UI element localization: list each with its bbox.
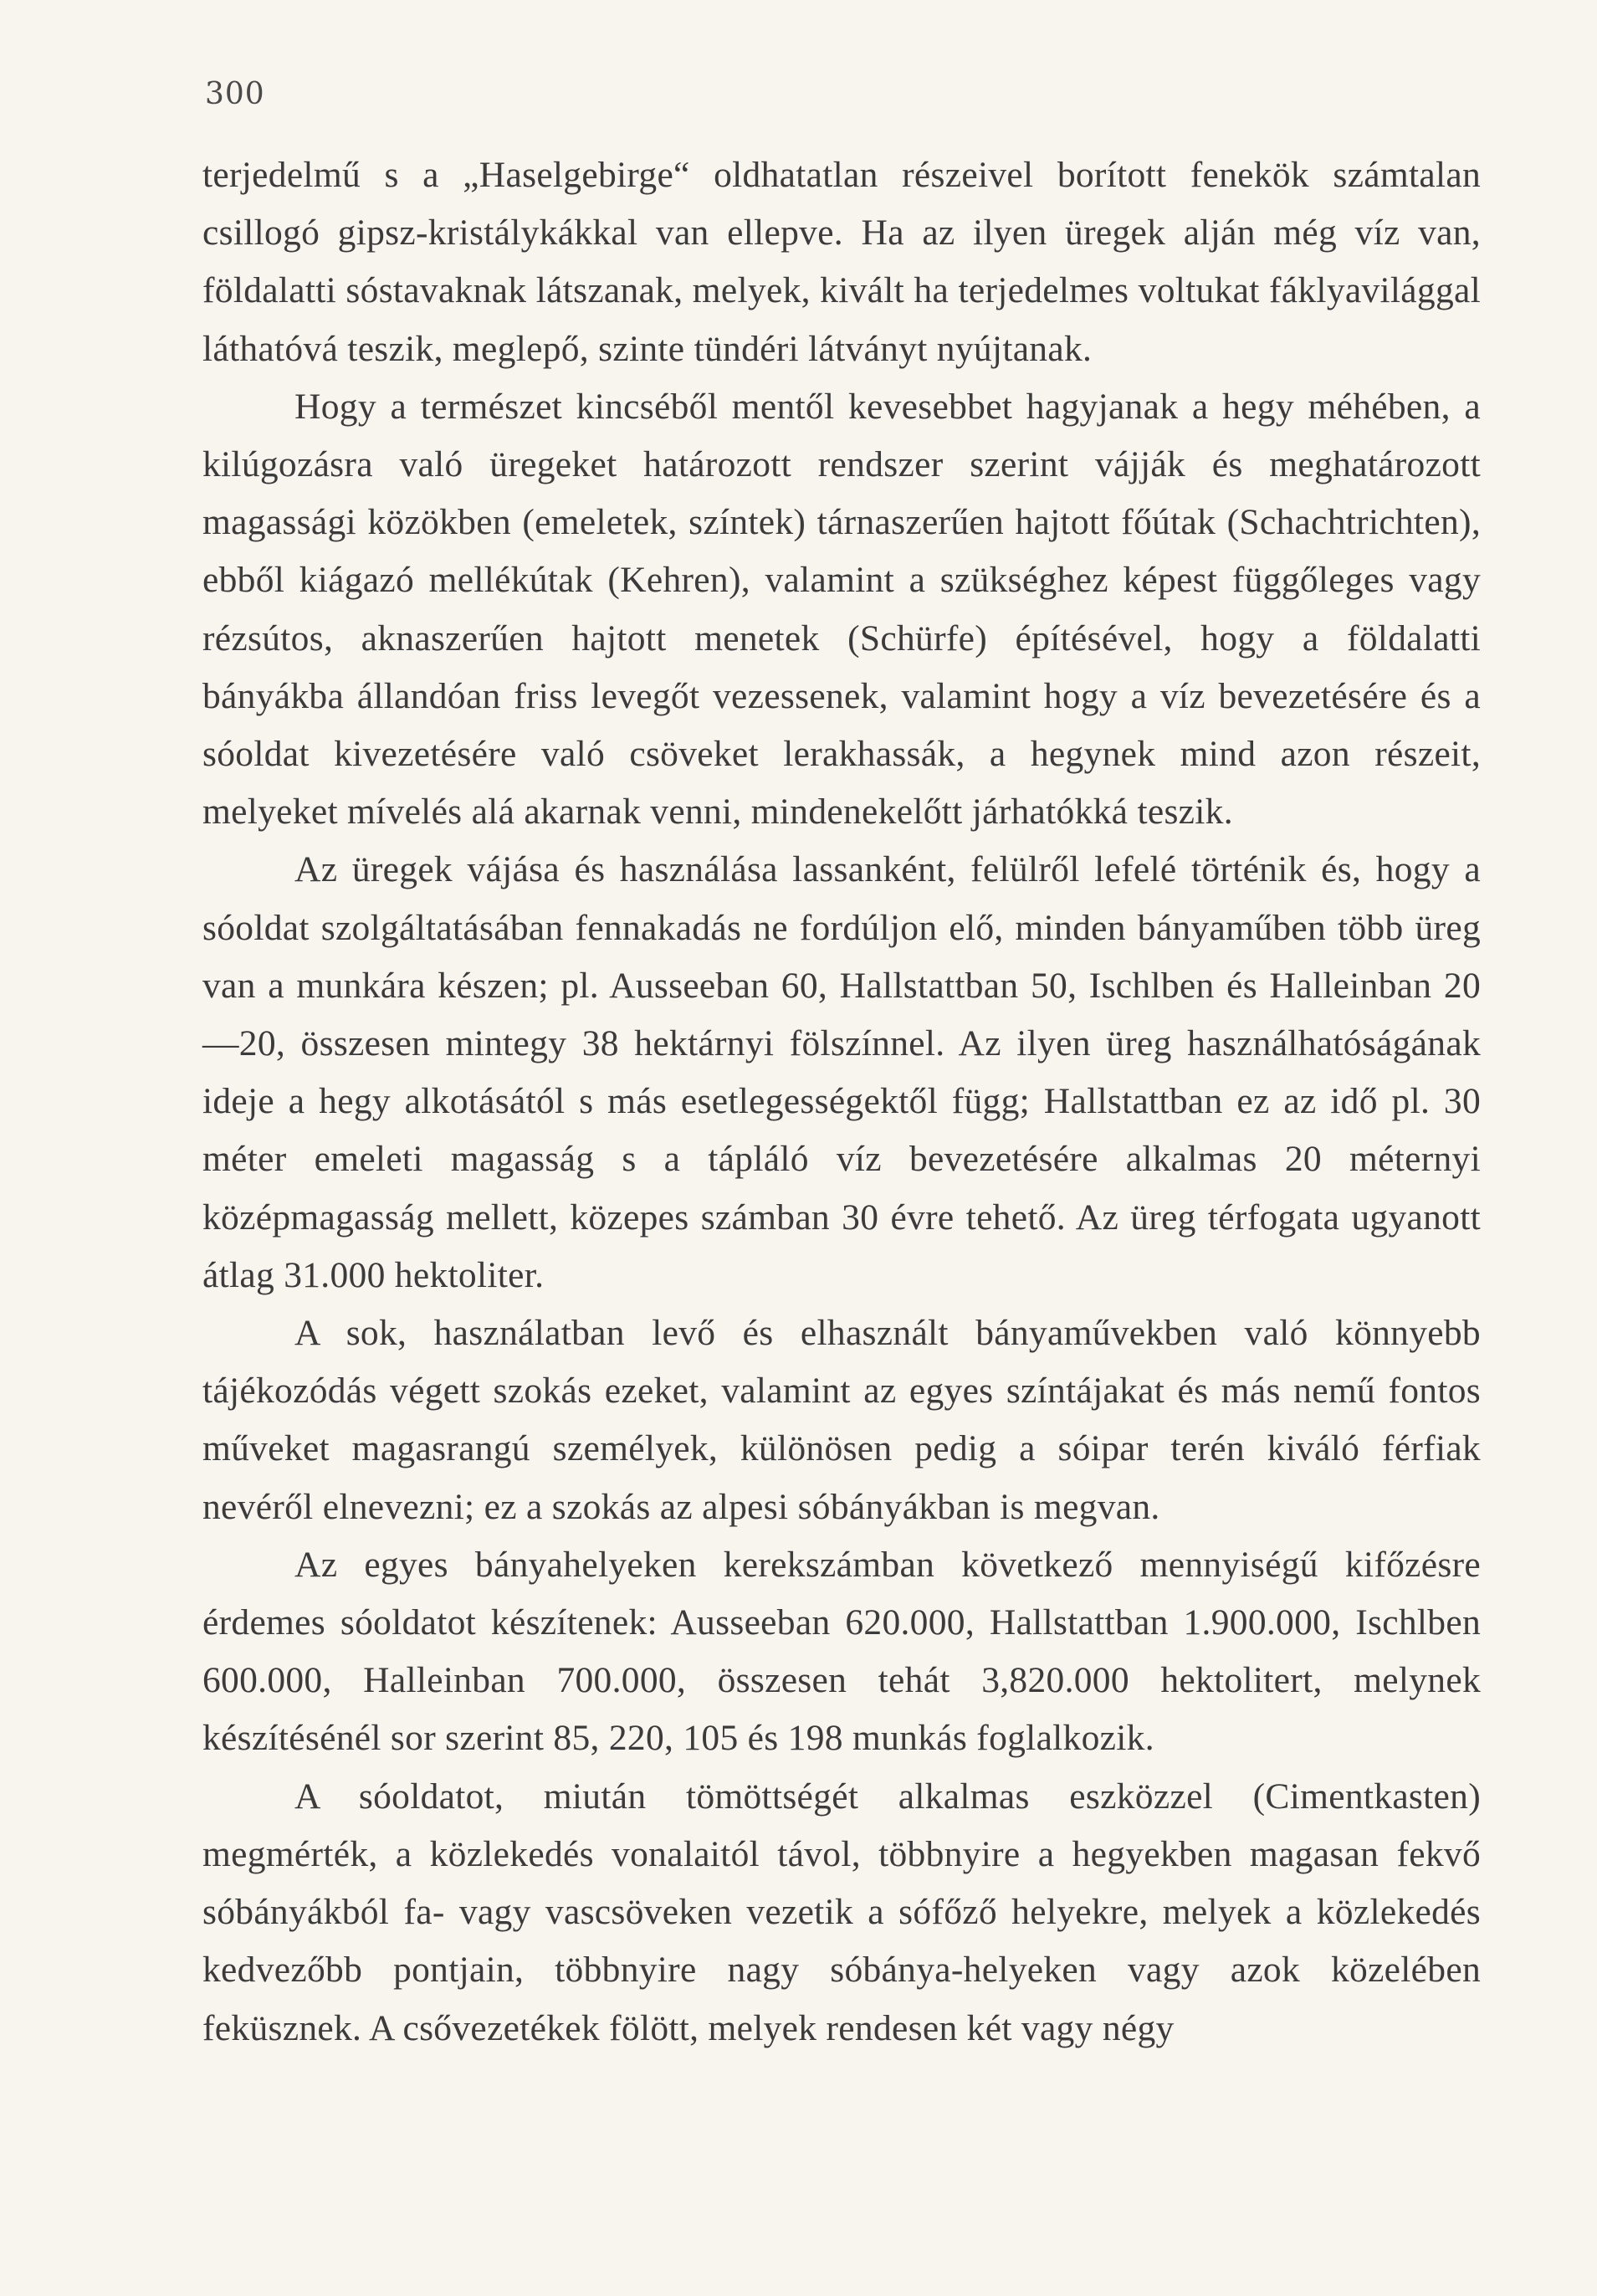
- paragraph-6: A sóoldatot, miután tömöttségét alkalmas eszközzel (Cimentkasten) megmérték, a közlekedés vonalaitól távol, többnyire a hegyekben magasan fekvő sóbányákból fa- vagy vascsöveken vezetik a sófőző helyekre, melyek a közlekedés kedvezőbb pontjain, többnyire nagy sóbánya-helyeken vagy azok közelében feküsznek. A csővezetékek fölött, melyek rendesen két vagy négy: [202, 1776, 1481, 2048]
- paragraph-4: A sok, használatban levő és elhasznált bányaművekben való könnyebb tájékozódás végett szokás ezeket, valamint az egyes színtájakat és más nemű fontos műveket magasrangú személyek, különösen pedig a sóipar terén kiváló férfiak nevéről elnevezni; ez a szokás az alpesi sóbányákban is megvan.: [202, 1313, 1481, 1527]
- page-number: 300: [205, 77, 265, 111]
- paragraph-5: Az egyes bányahelyeken kerekszámban következő mennyiségű kifőzésre érdemes sóoldatot készítenek: Ausseeban 620.000, Hallstattban 1.900.000, Ischlben 600.000, Halleinban 700.000, összesen tehát 3,820.000 hektolitert, melynek készítésénél sor szerint 85, 220, 105 és 198 munkás foglalkozik.: [202, 1544, 1481, 1759]
- body-text: [202, 146, 1481, 2058]
- paragraph-1: terjedelmű s a „Haselgebirge“ oldhatatlan részeivel borított fenekök számtalan csillogó gipsz-kristálykákkal van ellepve. Ha az ilyen üregek alján még víz van, földalatti sóstavaknak látszanak, melyek, kivált ha terjedelmes voltukat fáklyavilággal láthatóvá teszik, meglepő, szinte tündéri látványt nyújtanak.: [202, 155, 1481, 369]
- paragraph-3: Az üregek vájása és használása lassanként, felülről lefelé történik és, hogy a sóoldat szolgáltatásában fennakadás ne fordúljon elő, minden bányaműben több üreg van a munkára készen; pl. Ausseeban 60, Hallstattban 50, Ischlben és Halleinban 20—20, összesen mintegy 38 hektárnyi fölszínnel. Az ilyen üreg használhatóságának ideje a hegy alkotásától s más esetlegességektől függ; Hallstattban ez az idő pl. 30 méter emeleti magasság s a tápláló víz bevezetésére alkalmas 20 méternyi középmagasság mellett, közepes számban 30 évre tehető. Az üreg térfogata ugyanott átlag 31.000 hektoliter.: [202, 849, 1481, 1295]
- paragraph-2: Hogy a természet kincséből mentől kevesebbet hagyjanak a hegy méhében, a kilúgozásra való üregeket határozott rendszer szerint vájják és meghatározott magassági közökben (emeletek, színtek) tárnaszerűen hajtott főútak (Schachtrichten), ebből kiágazó mellékútak (Kehren), valamint a szükséghez képest függőleges vagy rézsútos, aknaszerűen hajtott menetek (Schürfe) építésével, hogy a földalatti bányákba állandóan friss levegőt vezessenek, valamint hogy a víz bevezetésére és a sóoldat kivezetésére való csöveket lerakhassák, a hegynek mind azon részeit, melyeket mívelés alá akarnak venni, mindenekelőtt járhatókká teszik.: [202, 386, 1481, 833]
